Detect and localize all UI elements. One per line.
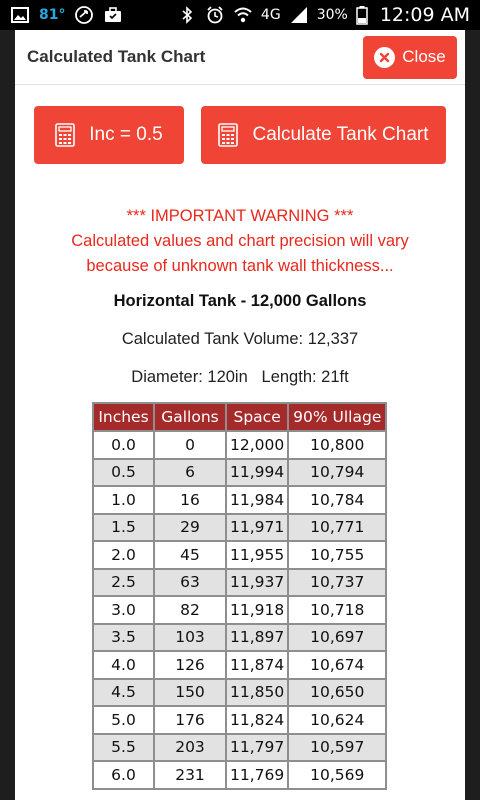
cell-space: 12,000 bbox=[227, 432, 287, 458]
table-row bbox=[94, 515, 385, 541]
cell-gallons: 231 bbox=[155, 762, 225, 788]
cell-ullage: 10,624 bbox=[289, 707, 385, 733]
cell-gallons: 82 bbox=[155, 597, 225, 623]
cell-space: 11,797 bbox=[227, 735, 287, 761]
cell-space: 11,897 bbox=[227, 625, 287, 651]
table-row bbox=[94, 487, 385, 513]
table-row bbox=[94, 597, 385, 623]
close-button[interactable] bbox=[363, 36, 457, 79]
calculate-tank-chart-button[interactable] bbox=[201, 106, 446, 164]
modal-header bbox=[15, 30, 465, 85]
battery-icon bbox=[356, 5, 368, 25]
table-row bbox=[94, 762, 385, 788]
close-button-label: Close bbox=[402, 47, 446, 66]
wifi-icon bbox=[233, 5, 253, 25]
cell-ullage: 10,784 bbox=[289, 487, 385, 513]
column-header-space: Space bbox=[227, 404, 287, 430]
cell-gallons: 103 bbox=[155, 625, 225, 651]
increment-button[interactable] bbox=[34, 106, 184, 164]
tank-title: Horizontal Tank - 12,000 Gallons bbox=[113, 292, 367, 310]
cell-inches: 1.0 bbox=[94, 487, 153, 513]
cell-inches: 4.0 bbox=[94, 652, 153, 678]
cell-gallons: 45 bbox=[155, 542, 225, 568]
network-type-text: 4G bbox=[260, 7, 281, 23]
cell-gallons: 126 bbox=[155, 652, 225, 678]
increment-button-label: Inc = 0.5 bbox=[89, 124, 163, 145]
cell-space: 11,971 bbox=[227, 515, 287, 541]
cell-inches: 3.0 bbox=[94, 597, 153, 623]
calculate-button-label: Calculate Tank Chart bbox=[252, 124, 429, 145]
column-header-ullage: 90% Ullage bbox=[289, 404, 385, 430]
column-header-gallons: Gallons bbox=[155, 404, 225, 430]
precision-warning bbox=[15, 204, 465, 279]
cell-inches: 3.5 bbox=[94, 625, 153, 651]
table-row bbox=[94, 432, 385, 458]
cell-ullage: 10,771 bbox=[289, 515, 385, 541]
cell-space: 11,824 bbox=[227, 707, 287, 733]
cell-gallons: 63 bbox=[155, 570, 225, 596]
warning-line: because of unknown tank wall thickness... bbox=[86, 257, 394, 275]
cell-ullage: 10,597 bbox=[289, 735, 385, 761]
tank-volume: Calculated Tank Volume: 12,337 bbox=[121, 330, 359, 348]
cell-space: 11,769 bbox=[227, 762, 287, 788]
tank-chart-table bbox=[92, 402, 387, 790]
clock-text: 12:09 AM bbox=[379, 4, 470, 26]
tank-dimensions: Diameter: 120in Length: 21ft bbox=[131, 368, 349, 386]
cell-gallons: 16 bbox=[155, 487, 225, 513]
warning-line: Calculated values and chart precision will vary bbox=[71, 232, 409, 250]
close-icon bbox=[374, 47, 395, 68]
table-row bbox=[94, 625, 385, 651]
action-row bbox=[34, 106, 446, 164]
table-row bbox=[94, 680, 385, 706]
cell-ullage: 10,569 bbox=[289, 762, 385, 788]
tank-chart-modal bbox=[15, 30, 465, 800]
column-header-inches: Inches bbox=[94, 404, 153, 430]
cell-space: 11,918 bbox=[227, 597, 287, 623]
battery-percent-text: 30% bbox=[316, 7, 348, 23]
cell-ullage: 10,674 bbox=[289, 652, 385, 678]
calculator-icon bbox=[218, 123, 238, 147]
table-row bbox=[94, 542, 385, 568]
cell-space: 11,874 bbox=[227, 652, 287, 678]
cell-inches: 6.0 bbox=[94, 762, 153, 788]
table-header-row bbox=[94, 404, 385, 430]
briefcase-icon bbox=[103, 5, 123, 25]
table-row bbox=[94, 570, 385, 596]
cell-gallons: 29 bbox=[155, 515, 225, 541]
bluetooth-icon bbox=[177, 5, 197, 25]
status-bar bbox=[0, 0, 480, 30]
alarm-icon bbox=[205, 5, 225, 25]
cell-inches: 4.5 bbox=[94, 680, 153, 706]
cell-inches: 1.5 bbox=[94, 515, 153, 541]
cell-inches: 5.5 bbox=[94, 735, 153, 761]
cell-inches: 2.0 bbox=[94, 542, 153, 568]
cell-inches: 2.5 bbox=[94, 570, 153, 596]
cell-inches: 0.5 bbox=[94, 460, 153, 486]
cell-space: 11,984 bbox=[227, 487, 287, 513]
cell-gallons: 6 bbox=[155, 460, 225, 486]
cell-ullage: 10,718 bbox=[289, 597, 385, 623]
warning-heading: *** IMPORTANT WARNING *** bbox=[126, 207, 354, 225]
backdrop-right bbox=[465, 30, 480, 800]
cell-inches: 0.0 bbox=[94, 432, 153, 458]
cell-ullage: 10,697 bbox=[289, 625, 385, 651]
calculator-icon bbox=[55, 123, 75, 147]
cell-ullage: 10,794 bbox=[289, 460, 385, 486]
cell-space: 11,955 bbox=[227, 542, 287, 568]
cell-ullage: 10,650 bbox=[289, 680, 385, 706]
cell-inches: 5.0 bbox=[94, 707, 153, 733]
cell-gallons: 0 bbox=[155, 432, 225, 458]
cell-space: 11,994 bbox=[227, 460, 287, 486]
cell-gallons: 203 bbox=[155, 735, 225, 761]
temperature-text: 81° bbox=[39, 7, 66, 23]
table-row bbox=[94, 652, 385, 678]
table-row bbox=[94, 707, 385, 733]
table-row bbox=[94, 460, 385, 486]
modal-title: Calculated Tank Chart bbox=[27, 47, 206, 66]
cell-space: 11,937 bbox=[227, 570, 287, 596]
signal-icon bbox=[289, 5, 309, 25]
cell-gallons: 176 bbox=[155, 707, 225, 733]
gallery-icon bbox=[10, 5, 30, 25]
cell-ullage: 10,737 bbox=[289, 570, 385, 596]
table-row bbox=[94, 735, 385, 761]
cell-space: 11,850 bbox=[227, 680, 287, 706]
backdrop-left bbox=[0, 30, 15, 800]
sync-icon bbox=[74, 5, 94, 25]
cell-ullage: 10,800 bbox=[289, 432, 385, 458]
cell-ullage: 10,755 bbox=[289, 542, 385, 568]
cell-gallons: 150 bbox=[155, 680, 225, 706]
